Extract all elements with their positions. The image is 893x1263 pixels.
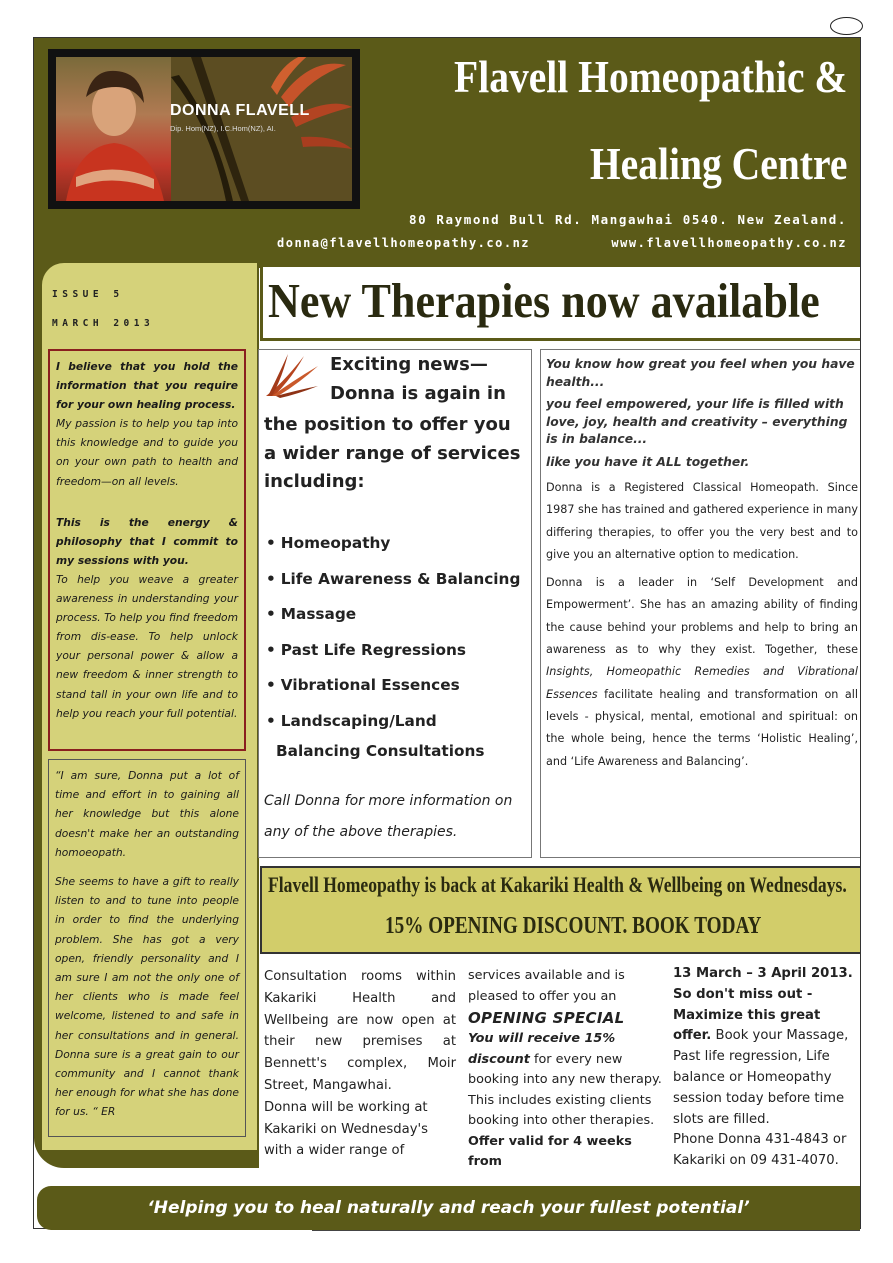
about-paragraph-2: Donna is a leader in ‘Self Development and Empowerment’. She has an amazing ability of finding the cause behind your problems and help to bring an awareness as to why they exist. Together, these Insights, Homeopathic Remedies and Vibrational Essences facilitate healing and transformation on all levels - physical, mental, emotional and spiritual: on the whole being, hence the terms ‘Holistic Healing’, and ‘Life Awareness and Balancing’.: [546, 576, 858, 768]
belief-statement: I believe that you hold the information that you require for your own healing process.: [56, 360, 238, 412]
promo-banner-line2: 15% OPENING DISCOUNT. BOOK TODAY: [385, 913, 762, 939]
consultation-paragraph-1: Consultation rooms within Kakariki Health and Wellbeing are now open at their new premises at Bennett's complex, Moir Street, Mangawhai.: [264, 969, 456, 1093]
news-heading-rest: the position to offer you a wider range of services including:: [264, 414, 521, 492]
energy-text: To help you weave a greater awareness in understanding your process. To help you find freedom from dis-ease. To help unlock your personal power & allow a new freedom & inner strength to stand tall in your own life and to help you reach your full potential.: [56, 572, 238, 720]
brand-name: DONNA FLAVELL: [170, 102, 310, 119]
consultation-column: [264, 966, 456, 1162]
centre-address: 80 Raymond Bull Rd. Mangawhai 0540. New Zealand.: [408, 212, 847, 227]
testimonial-box: [48, 759, 246, 1137]
flax-leaf-icon: [264, 352, 320, 398]
portrait-icon: [56, 57, 171, 201]
philosophy-box: [48, 349, 246, 751]
lead-line-3: like you have it ALL together.: [546, 454, 750, 469]
brand-qualifications: Dip. Hom(NZ), I.C.Hom(NZ), AI.: [170, 124, 276, 133]
news-heading-line1: Exciting news—: [330, 354, 488, 375]
special-intro: services available and is pleased to offer you an: [468, 968, 625, 1004]
news-heading-line2: Donna is again in: [330, 383, 506, 404]
about-donna-box: [540, 349, 860, 858]
list-item: • Landscaping/Land: [266, 711, 437, 730]
email-link[interactable]: donna@flavellhomeopathy.co.nz: [277, 236, 531, 250]
contact-line: [277, 236, 847, 250]
testimonial-paragraph-2: She seems to have a gift to really listen to and to tune into people in order to find the underlying problem. She has got a very open, friendly personality and I am sure I am not the only one of her clients who is made feel welcome, listened to and safe in her consultations and in general. Donna sure is a great gain to our community and I cannot thank her enough for what she has done for us. “ ER: [55, 875, 239, 1119]
promo-banner-line1: Flavell Homeopathy is back at Kakariki Health & Wellbeing on Wednesdays.: [268, 872, 847, 897]
headline: New Therapies now available: [268, 273, 820, 328]
testimonial-paragraph-1: “I am sure, Donna put a lot of time and effort in to gaining all her knowledge but this alone doesn't make her an outstanding homoeopath.: [55, 769, 239, 859]
booking-column: [673, 964, 861, 1172]
list-item: • Vibrational Essences: [266, 676, 460, 694]
footer-tagline: ‘Helping you to heal naturally and reach your fullest potential’: [147, 1198, 750, 1218]
centre-title-line2: Healing Centre: [589, 138, 847, 189]
bottom-rule: [312, 1230, 860, 1231]
list-item: • Massage: [266, 605, 357, 623]
lead-line-1: You know how great you feel when you have health...: [546, 357, 855, 389]
opening-special-heading: OPENING SPECIAL: [468, 1009, 625, 1027]
call-to-action: Call Donna for more information on any of the above therapies.: [264, 793, 513, 840]
lead-line-2: you feel empowered, your life is filled with love, joy, health and creativity – everything is in balance...: [546, 397, 848, 446]
centre-title-line1: Flavell Homeopathic &: [453, 51, 847, 102]
passion-text: My passion is to help you tap into this knowledge and to guide you on your own path to health and freedom—on all levels.: [56, 417, 238, 488]
portrait-photo: [56, 57, 171, 201]
about-paragraph-1: Donna is a Registered Classical Homeopath. Since 1987 she has trained and gathered experience in many differing therapies, to offer you the very best and to give you an alternative option to medication.: [546, 481, 858, 561]
consultation-paragraph-2: Donna will be working at Kakariki on Wednesday's with a wider range of: [264, 1099, 429, 1159]
website-link[interactable]: www.flavellhomeopathy.co.nz: [611, 236, 847, 250]
list-item: • Past Life Regressions: [266, 640, 466, 659]
booking-details: 13 March – 3 April 2013. So don't miss out - Maximize this great offer. Book your Massage, Past life regression, Life balance or Homeopathy session today before time slots are filled.: [673, 966, 853, 1127]
list-item: • Homeopathy: [266, 534, 391, 552]
service-item-continuation: Balancing Consultations: [276, 742, 485, 760]
phone-numbers: Phone Donna 431-4843 or Kakariki on 09 431-4070.: [673, 1132, 847, 1169]
special-details: You will receive 15% discount for every new booking into any new therapy. This includes existing clients booking into other therapies. Offer valid for 4 weeks from: [468, 1031, 662, 1169]
issue-number: ISSUE 5: [52, 289, 124, 300]
page-corner-oval: [830, 17, 863, 35]
special-column: [468, 966, 663, 1173]
issue-month: MARCH 2013: [52, 318, 155, 329]
list-item: • Life Awareness & Balancing: [266, 569, 521, 588]
energy-statement: This is the energy & philosophy that I commit to my sessions with you.: [56, 515, 238, 567]
services-list: [266, 528, 528, 741]
